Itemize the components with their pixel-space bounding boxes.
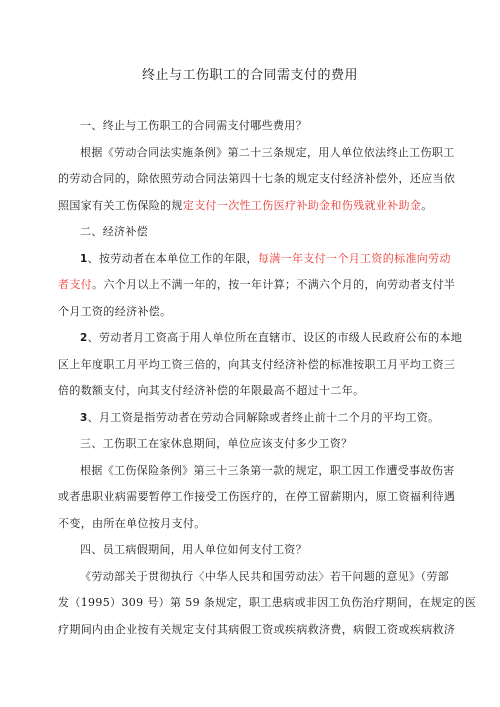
paragraph-line: 的劳动合同的，除依照劳动合同法第四十七条的规定支付经济补偿外，还应当依 xyxy=(58,172,456,185)
list-item-1: 1、按劳动者在本单位工作的年限，每满一年支付一个月工资的标准向劳动 xyxy=(80,252,451,265)
paragraph-line: 倍的数额支付，向其支付经济补偿的年限最高不超过十二年。 xyxy=(58,384,365,397)
highlighted-text: 定支付一次性工伤医疗补助金和伤残就业补助金 xyxy=(182,199,422,212)
paragraph-line: 或者患职业病需要暂停工作接受工伤医疗的，在停工留薪期内，原工资福利待遇 xyxy=(58,490,456,503)
list-item-3: 3、月工资是指劳动者在劳动合同解除或者终止前十二个月的平均工资。 xyxy=(80,411,440,424)
heading-4: 四、员工病假期间，用人单位如何支付工资？ xyxy=(80,543,307,556)
paragraph-line: 者支付。六个月以上不满一年的，按一年计算；不满六个月的，向劳动者支付半 xyxy=(58,278,456,291)
paragraph-line: 疗期间内由企业按有关规定支付其病假工资或疾病救济费，病假工资或疾病救济 xyxy=(58,623,456,636)
heading-3: 三、工伤职工在家休息期间，单位应该支付多少工资？ xyxy=(80,437,353,450)
paragraph-line: 不变，由所在单位按月支付。 xyxy=(58,517,206,530)
paragraph-line: 个月工资的经济补偿。 xyxy=(58,305,172,318)
highlighted-text: 者支付 xyxy=(58,278,93,291)
highlighted-text: 每满一年支付一个月工资的标准向劳动 xyxy=(257,252,451,265)
document-title: 终止与工伤职工的合同需支付的费用 xyxy=(141,68,358,83)
paragraph-line: 根据《工伤保险条例》第三十三条第一款的规定，职工因工作遭受事故伤害 xyxy=(80,464,455,477)
heading-1: 一、终止与工伤职工的合同需支付哪些费用？ xyxy=(80,119,307,132)
paragraph-line: 发（1995）309 号）第 59 条规定，职工患病或非因工负伤治疗期间，在规定的医 xyxy=(58,596,477,609)
list-item-2: 2、劳动者月工资高于用人单位所在直辖市、设区的市级人民政府公布的本地 xyxy=(80,331,463,344)
heading-2: 二、经济补偿 xyxy=(80,225,149,238)
paragraph-line: 照国家有关工伤保险的规定支付一次性工伤医疗补助金和伤残就业补助金。 xyxy=(58,199,433,212)
paragraph-line: 《劳动部关于贯彻执行〈中华人民共和国劳动法〉若干问题的意见》（劳部 xyxy=(80,570,450,583)
paragraph-line: 区上年度职工月平均工资三倍的，向其支付经济补偿的标准按职工月平均工资三 xyxy=(58,358,456,371)
paragraph-line: 根据《劳动合同法实施条例》第二十三条规定，用人单位依法终止工伤职工 xyxy=(80,146,455,159)
